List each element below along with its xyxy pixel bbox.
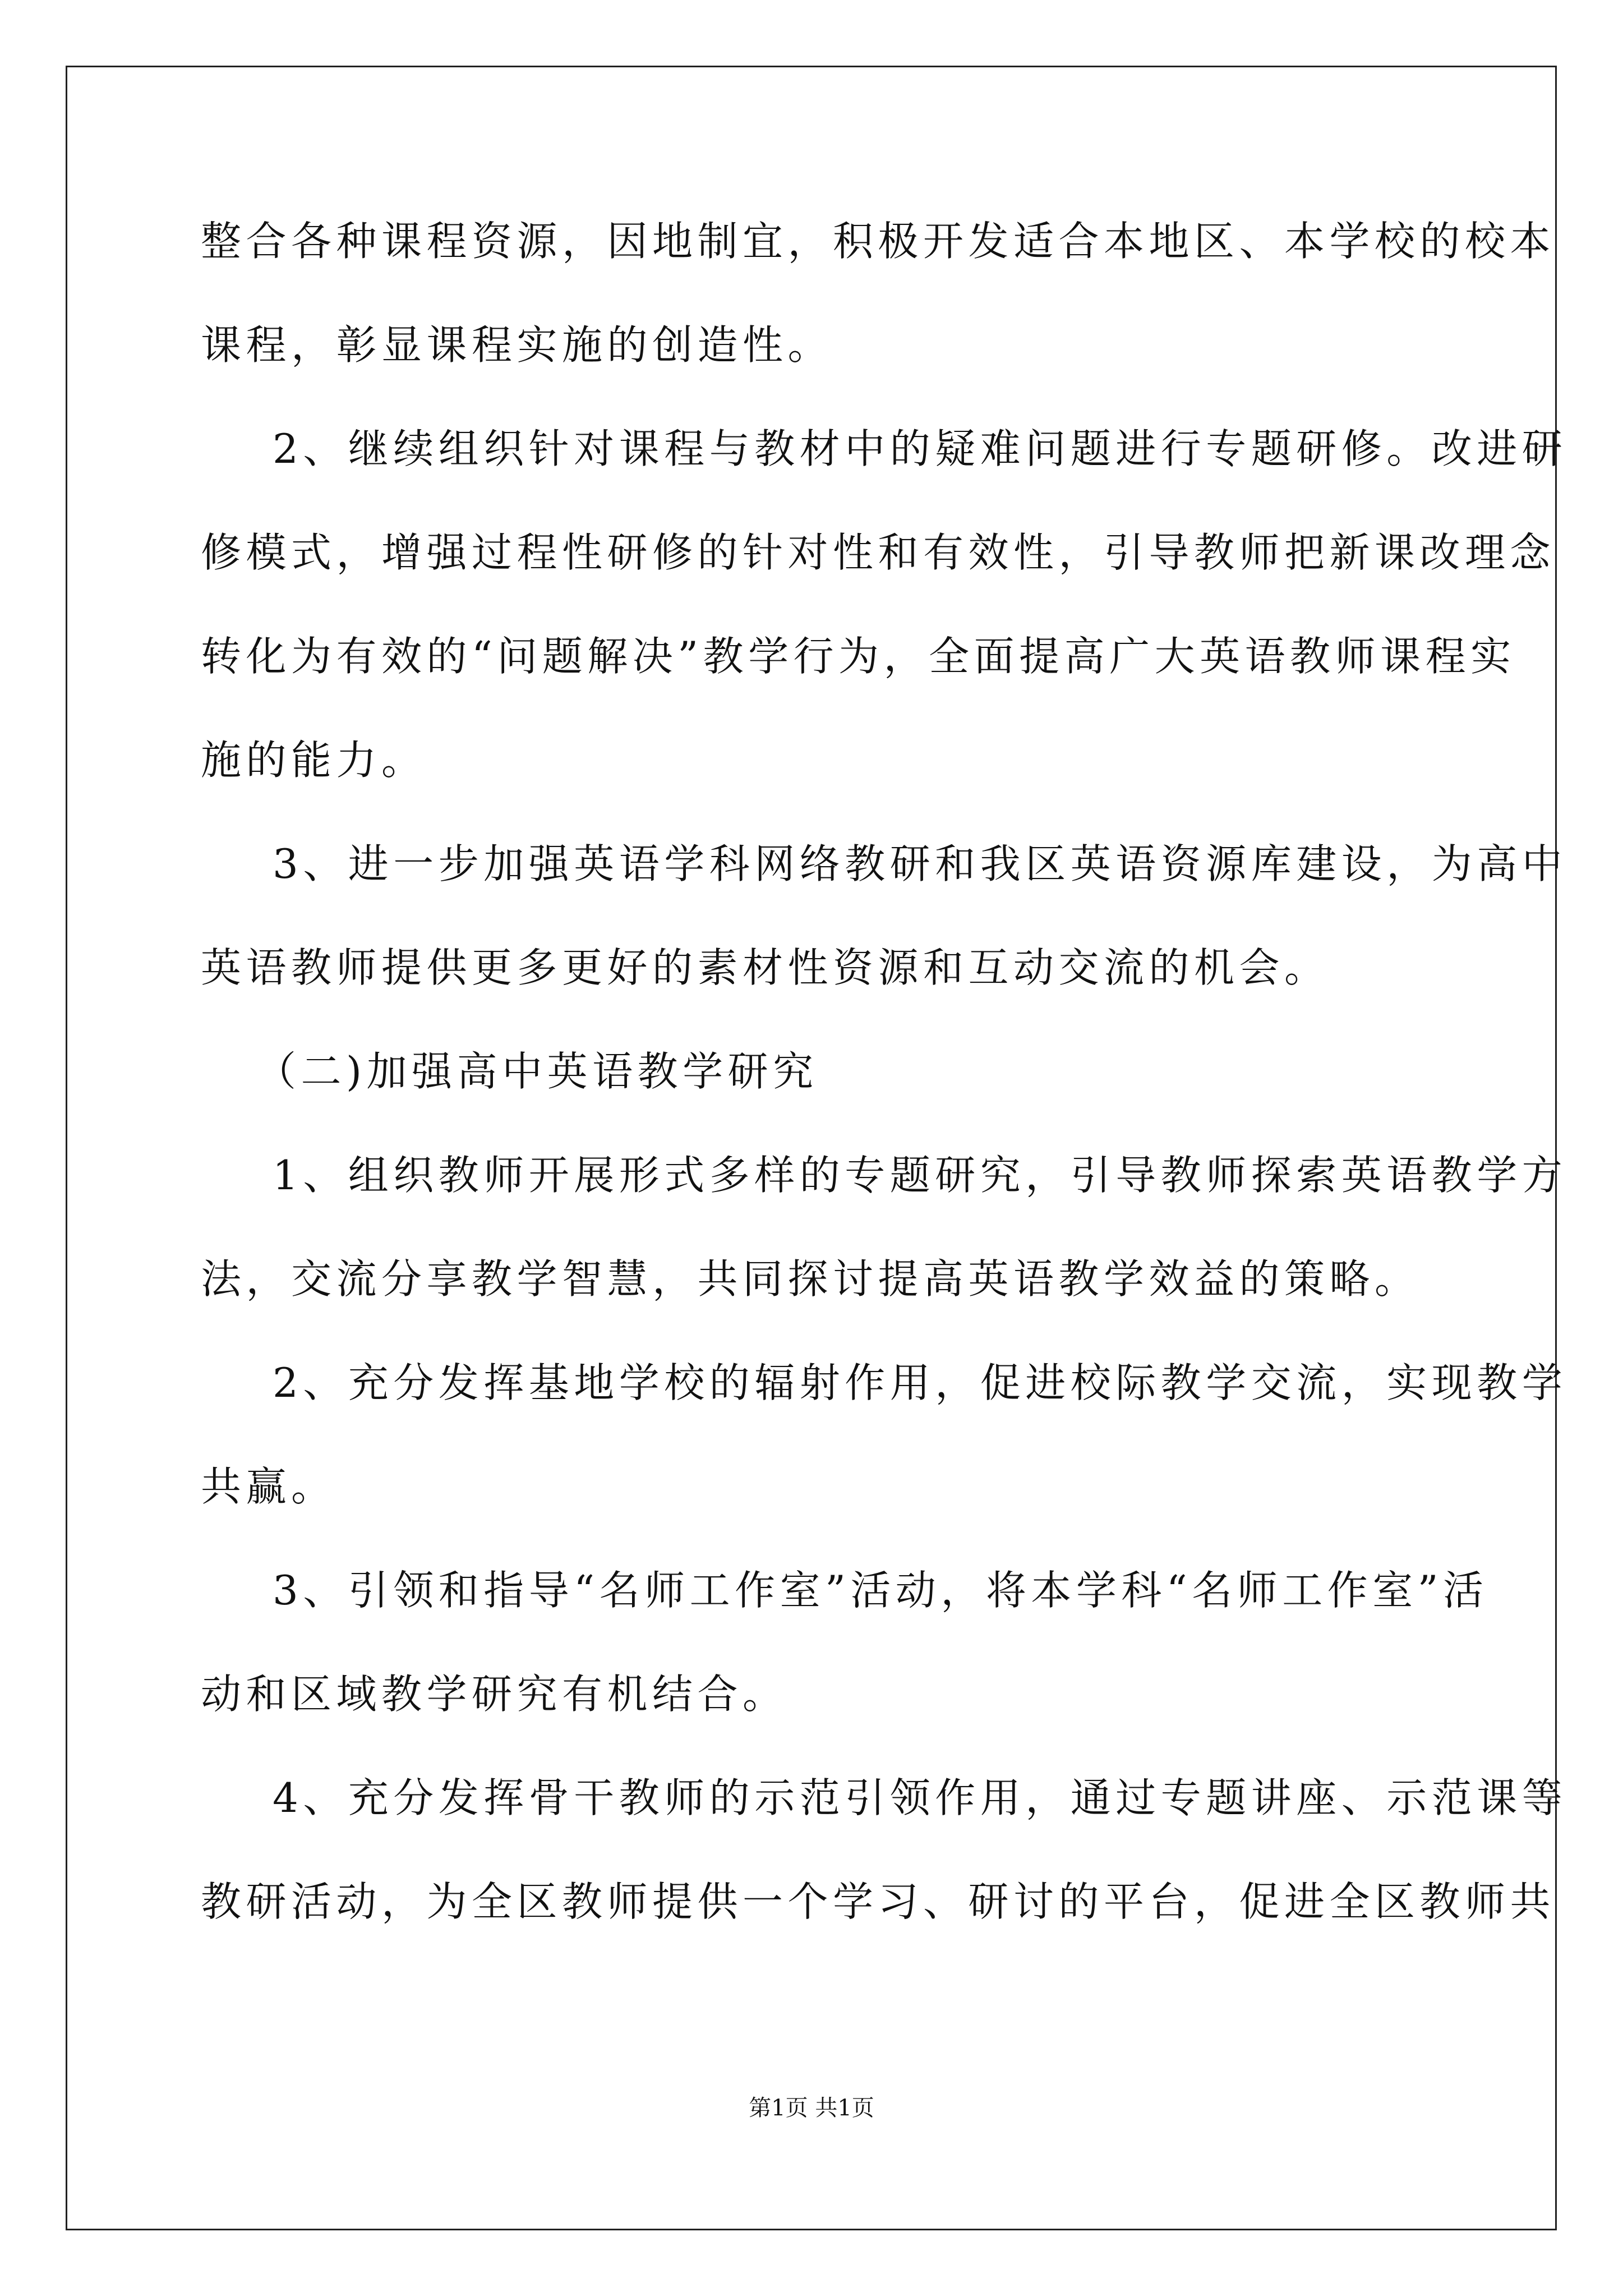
paragraph-line: 整合各种课程资源，因地制宜，积极开发适合本地区、本学校的校本	[201, 218, 1556, 265]
section-heading: （二)加强高中英语教学研究	[256, 1048, 818, 1095]
paragraph-line: 1、组织教师开展形式多样的专题研究，引导教师探索英语教学方	[273, 1152, 1567, 1199]
paragraph-line: 2、继续组织针对课程与教材中的疑难问题进行专题研修。改进研	[273, 425, 1567, 472]
paragraph-line: 共赢。	[201, 1463, 336, 1510]
paragraph-line: 3、进一步加强英语学科网络教研和我区英语资源库建设，为高中	[273, 840, 1567, 887]
paragraph-line: 教研活动，为全区教师提供一个学习、研讨的平台，促进全区教师共	[201, 1878, 1556, 1925]
paragraph-line: 动和区域教学研究有机结合。	[201, 1671, 788, 1718]
paragraph-line: 法，交流分享教学智慧，共同探讨提高英语教学效益的策略。	[201, 1255, 1420, 1303]
paragraph-line: 2、充分发挥基地学校的辐射作用，促进校际教学交流，实现教学	[273, 1359, 1567, 1406]
page-footer: 第1页 共1页	[749, 2095, 874, 2121]
paragraph-line: 4、充分发挥骨干教师的示范引领作用，通过专题讲座、示范课等	[273, 1774, 1567, 1821]
paragraph-line: 课程，彰显课程实施的创造性。	[201, 321, 833, 369]
paragraph-line: 施的能力。	[201, 737, 427, 784]
paragraph-line: 转化为有效的“问题解决”教学行为，全面提高广大英语教师课程实	[201, 633, 1516, 680]
paragraph-line: 修模式，增强过程性研修的针对性和有效性，引导教师把新课改理念	[201, 529, 1556, 576]
paragraph-line: 3、引领和指导“名师工作室”活动，将本学科“名师工作室”活	[273, 1567, 1488, 1614]
paragraph-line: 英语教师提供更多更好的素材性资源和互动交流的机会。	[201, 944, 1330, 991]
